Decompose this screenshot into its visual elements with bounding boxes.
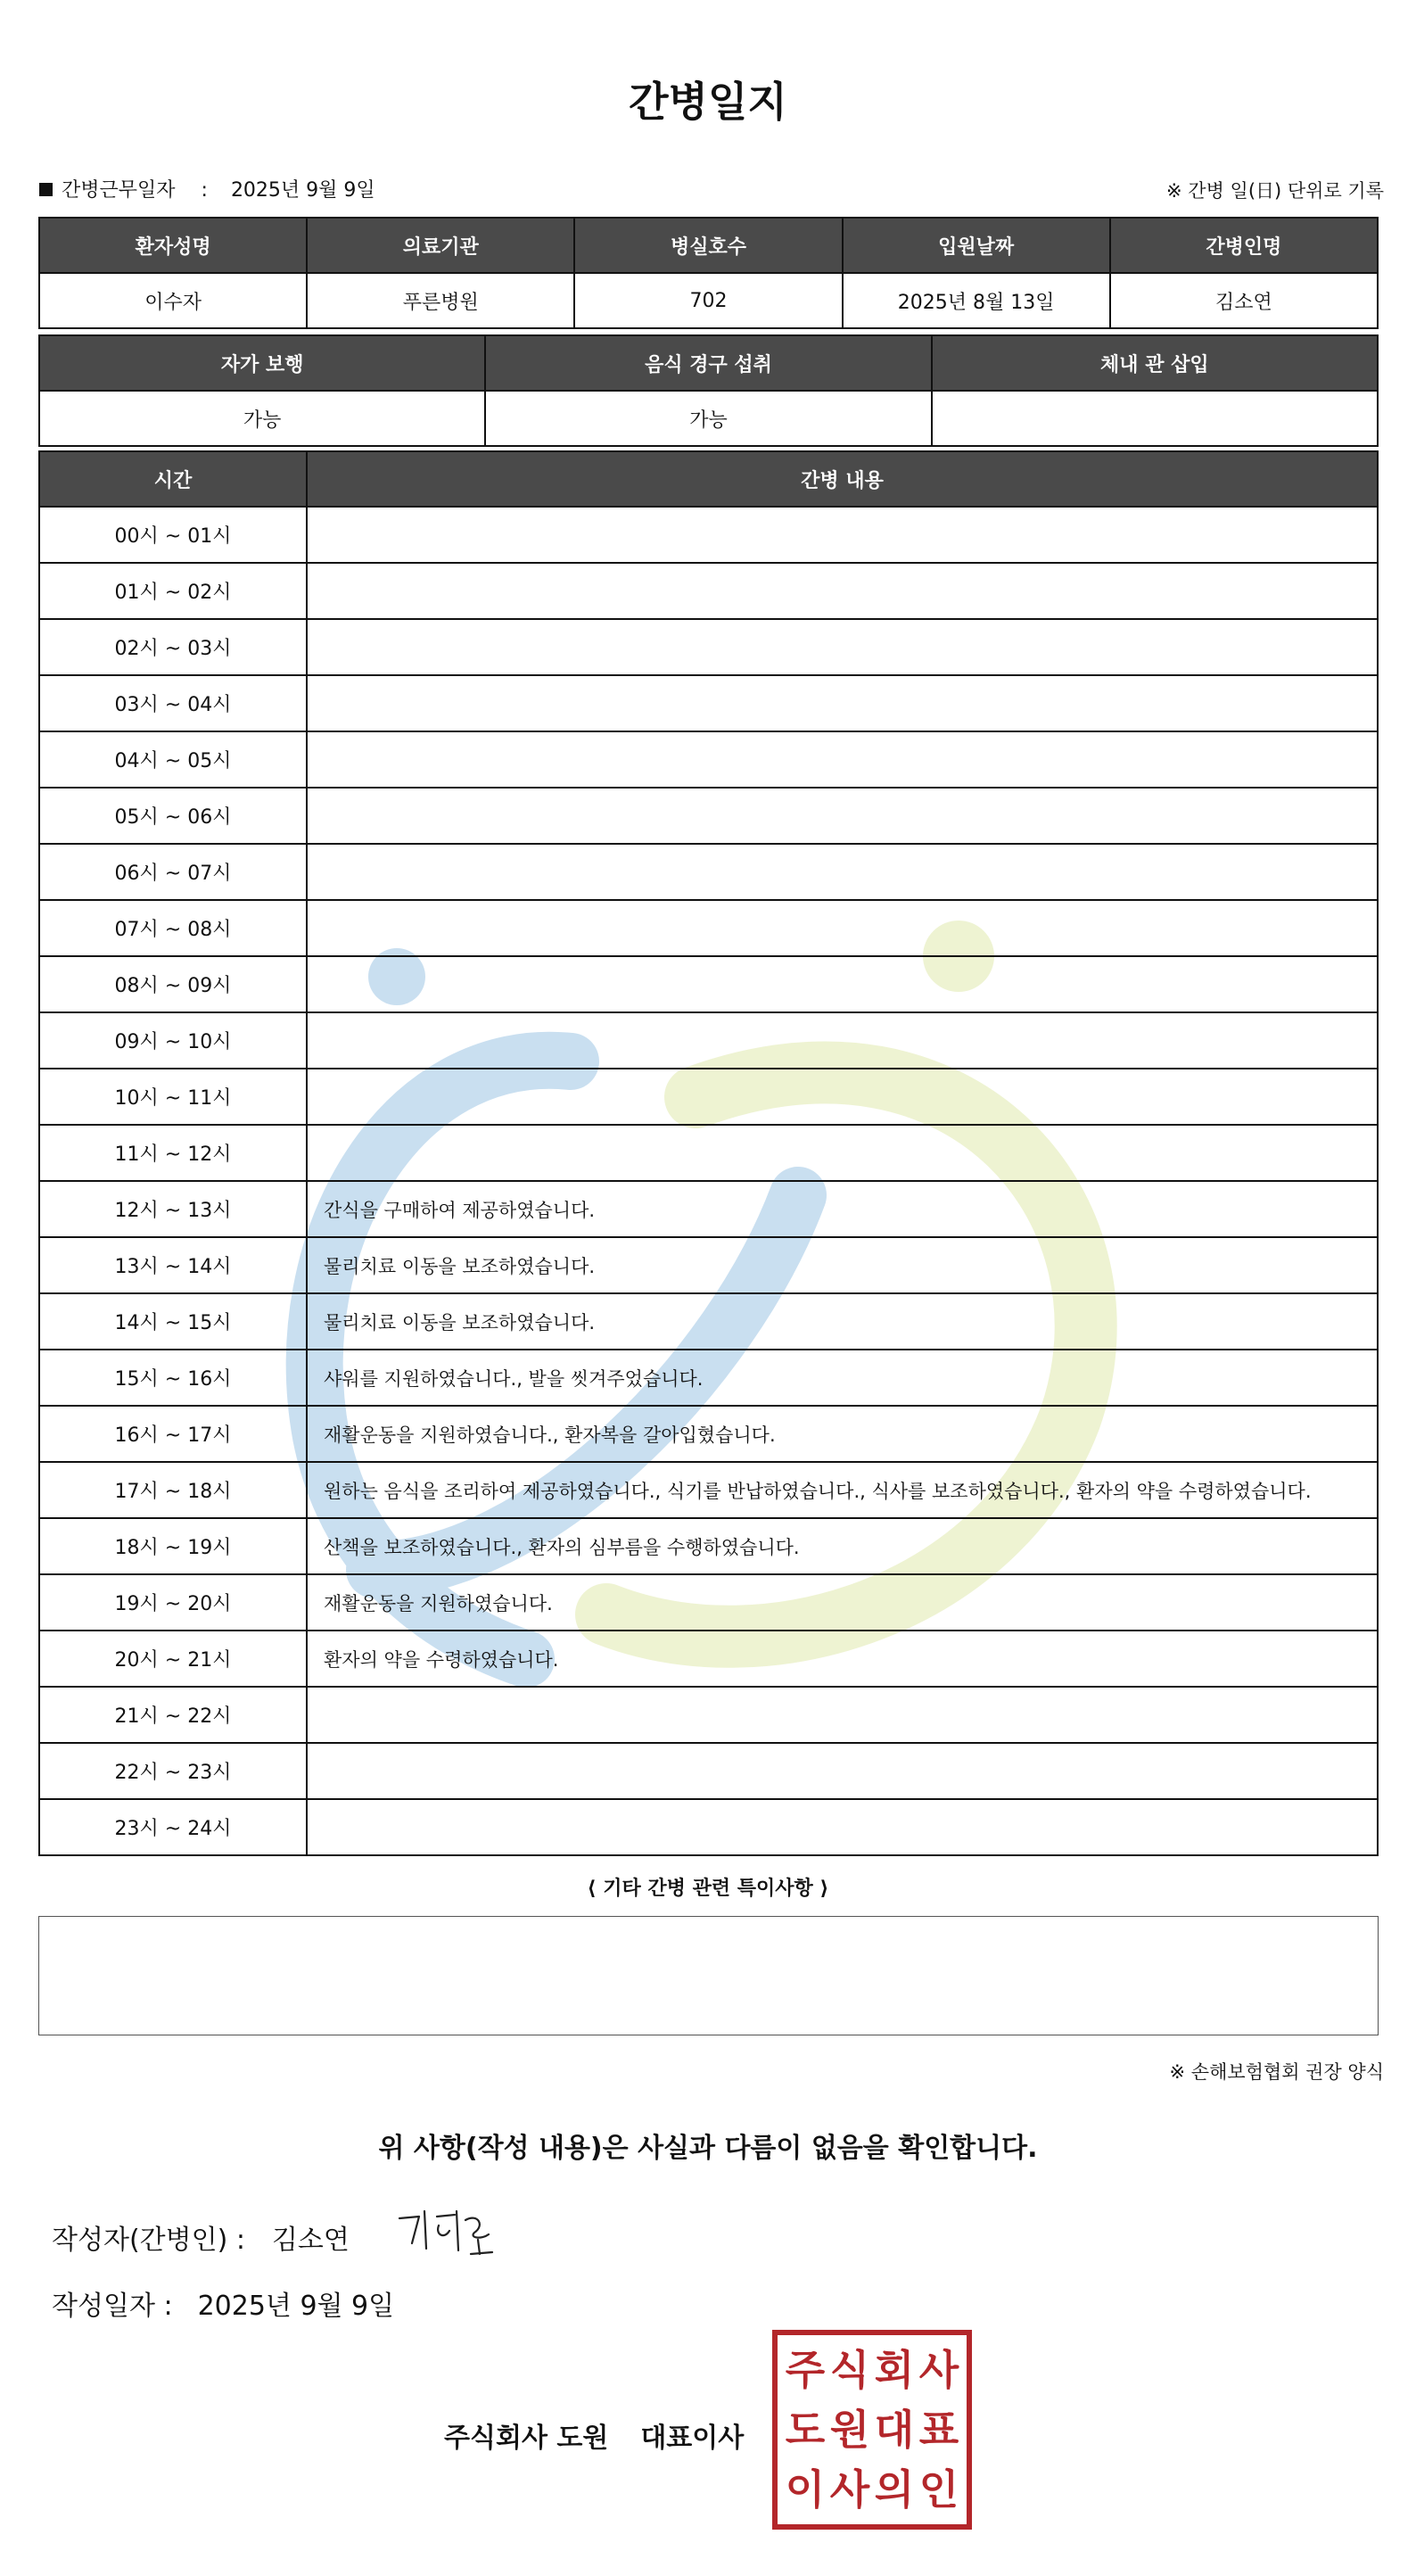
table-row bbox=[39, 675, 1378, 731]
time-cell: 02시 ~ 03시 bbox=[39, 619, 307, 675]
admission-date-cell: 2025년 8월 13일 bbox=[843, 273, 1110, 328]
table-row bbox=[39, 900, 1378, 956]
table-row bbox=[39, 1237, 1378, 1293]
table-row bbox=[39, 844, 1378, 900]
care-content-cell bbox=[307, 900, 1378, 956]
care-content-cell bbox=[307, 675, 1378, 731]
time-cell: 03시 ~ 04시 bbox=[39, 675, 307, 731]
time-cell: 12시 ~ 13시 bbox=[39, 1181, 307, 1237]
table-row bbox=[39, 1181, 1378, 1237]
table-row bbox=[39, 1293, 1378, 1350]
header-cell: 의료기관 bbox=[307, 218, 574, 273]
write-date-label: 작성일자 : bbox=[52, 2291, 173, 2322]
header-cell: 음식 경구 섭취 bbox=[485, 335, 931, 391]
table-row bbox=[39, 956, 1378, 1012]
work-date bbox=[39, 175, 375, 202]
time-cell: 11시 ~ 12시 bbox=[39, 1125, 307, 1181]
company-seal bbox=[772, 2330, 972, 2530]
care-content-cell bbox=[307, 731, 1378, 788]
oral-intake-cell: 가능 bbox=[485, 391, 931, 446]
care-log-table bbox=[38, 450, 1379, 1856]
time-cell: 15시 ~ 16시 bbox=[39, 1350, 307, 1406]
table-row bbox=[39, 731, 1378, 788]
seal-character: 사 bbox=[918, 2346, 959, 2395]
table-row bbox=[39, 1406, 1378, 1462]
seal-character: 의 bbox=[874, 2465, 915, 2514]
square-bullet-icon bbox=[39, 183, 53, 196]
room-number-cell: 702 bbox=[574, 273, 842, 328]
time-cell: 21시 ~ 22시 bbox=[39, 1687, 307, 1743]
table-row bbox=[39, 1743, 1378, 1799]
time-cell: 09시 ~ 10시 bbox=[39, 1012, 307, 1069]
table-row bbox=[39, 273, 1378, 328]
patient-info-table bbox=[38, 217, 1379, 329]
time-cell: 10시 ~ 11시 bbox=[39, 1069, 307, 1125]
writer-name: 김소연 bbox=[271, 2225, 350, 2256]
write-date-line bbox=[52, 2283, 394, 2323]
table-row bbox=[39, 507, 1378, 563]
table-row bbox=[39, 1631, 1378, 1687]
work-date-value: 2025년 9월 9일 bbox=[230, 179, 375, 202]
header-cell: 환자성명 bbox=[39, 218, 307, 273]
daily-record-note: ※ 간병 일(日) 단위로 기록 bbox=[1166, 180, 1384, 202]
time-cell: 01시 ~ 02시 bbox=[39, 563, 307, 619]
table-row bbox=[39, 1012, 1378, 1069]
care-content-cell bbox=[307, 1125, 1378, 1181]
time-cell: 22시 ~ 23시 bbox=[39, 1743, 307, 1799]
table-row bbox=[39, 391, 1378, 446]
form-note: ※ 손해보험협회 권장 양식 bbox=[1169, 2061, 1384, 2083]
time-cell: 07시 ~ 08시 bbox=[39, 900, 307, 956]
company-title: 대표이사 bbox=[640, 2423, 745, 2454]
time-cell: 17시 ~ 18시 bbox=[39, 1462, 307, 1518]
company-name: 주식회사 도원 bbox=[444, 2423, 609, 2454]
seal-character: 사 bbox=[829, 2465, 870, 2514]
confirmation-statement: 위 사항(작성 내용)은 사실과 다름이 없음을 확인합니다. bbox=[378, 2133, 1038, 2164]
caregiver-name-cell: 김소연 bbox=[1110, 273, 1378, 328]
content-header: 간병 내용 bbox=[307, 451, 1378, 507]
walking-cell: 가능 bbox=[39, 391, 485, 446]
time-cell: 08시 ~ 09시 bbox=[39, 956, 307, 1012]
remarks-title: ⟨ 기타 간병 관련 특이사항 ⟩ bbox=[587, 1878, 829, 1900]
time-cell: 06시 ~ 07시 bbox=[39, 844, 307, 900]
care-content-cell: 재활운동을 지원하였습니다., 환자복을 갈아입혔습니다. bbox=[307, 1406, 1378, 1462]
table-header-row bbox=[39, 335, 1378, 391]
time-cell: 05시 ~ 06시 bbox=[39, 788, 307, 844]
care-content-cell bbox=[307, 1799, 1378, 1855]
table-row bbox=[39, 788, 1378, 844]
company-signoff bbox=[444, 2415, 744, 2455]
care-content-cell bbox=[307, 844, 1378, 900]
care-content-cell bbox=[307, 619, 1378, 675]
care-content-cell: 물리치료 이동을 보조하였습니다. bbox=[307, 1237, 1378, 1293]
table-header-row bbox=[39, 451, 1378, 507]
care-content-cell bbox=[307, 788, 1378, 844]
care-content-cell bbox=[307, 563, 1378, 619]
care-content-cell: 원하는 음식을 조리하여 제공하였습니다., 식기를 반납하였습니다., 식사를 보조하였습니다., 환자의 약을 수령하였습니다. bbox=[307, 1462, 1378, 1518]
time-cell: 19시 ~ 20시 bbox=[39, 1574, 307, 1631]
header-cell: 간병인명 bbox=[1110, 218, 1378, 273]
table-row bbox=[39, 1125, 1378, 1181]
care-content-cell bbox=[307, 1069, 1378, 1125]
care-content-cell bbox=[307, 1743, 1378, 1799]
time-cell: 20시 ~ 21시 bbox=[39, 1631, 307, 1687]
write-date-value: 2025년 9월 9일 bbox=[197, 2291, 395, 2322]
seal-character: 회 bbox=[874, 2346, 915, 2395]
care-content-cell: 물리치료 이동을 보조하였습니다. bbox=[307, 1293, 1378, 1350]
time-cell: 23시 ~ 24시 bbox=[39, 1799, 307, 1855]
care-content-cell: 간식을 구매하여 제공하였습니다. bbox=[307, 1181, 1378, 1237]
care-content-cell: 환자의 약을 수령하였습니다. bbox=[307, 1631, 1378, 1687]
header-cell: 입원날짜 bbox=[843, 218, 1110, 273]
table-row bbox=[39, 563, 1378, 619]
time-cell: 13시 ~ 14시 bbox=[39, 1237, 307, 1293]
care-content-cell: 샤워를 지원하였습니다., 발을 씻겨주었습니다. bbox=[307, 1350, 1378, 1406]
seal-character: 이 bbox=[785, 2465, 826, 2514]
seal-character: 주 bbox=[785, 2346, 826, 2395]
seal-character: 식 bbox=[829, 2346, 870, 2395]
care-content-cell: 재활운동을 지원하였습니다. bbox=[307, 1574, 1378, 1631]
seal-character: 표 bbox=[918, 2405, 959, 2454]
signature-image bbox=[392, 2199, 544, 2261]
care-content-cell bbox=[307, 1687, 1378, 1743]
work-date-separator: : bbox=[201, 179, 208, 202]
time-cell: 18시 ~ 19시 bbox=[39, 1518, 307, 1574]
table-row bbox=[39, 1350, 1378, 1406]
care-content-cell: 산책을 보조하였습니다., 환자의 심부름을 수행하였습니다. bbox=[307, 1518, 1378, 1574]
time-cell: 16시 ~ 17시 bbox=[39, 1406, 307, 1462]
table-row bbox=[39, 619, 1378, 675]
care-content-cell bbox=[307, 956, 1378, 1012]
writer-line bbox=[52, 2217, 350, 2257]
care-content-cell bbox=[307, 507, 1378, 563]
writer-label: 작성자(간병인) : bbox=[52, 2225, 245, 2256]
seal-character: 원 bbox=[829, 2405, 870, 2454]
care-log-body bbox=[39, 507, 1378, 1855]
hospital-cell: 푸른병원 bbox=[307, 273, 574, 328]
table-header-row bbox=[39, 218, 1378, 273]
table-row bbox=[39, 1687, 1378, 1743]
header-cell: 자가 보행 bbox=[39, 335, 485, 391]
seal-character: 도 bbox=[785, 2405, 826, 2454]
time-cell: 14시 ~ 15시 bbox=[39, 1293, 307, 1350]
header-cell: 체내 관 삽입 bbox=[932, 335, 1378, 391]
table-row bbox=[39, 1799, 1378, 1855]
remarks-box bbox=[38, 1916, 1379, 2035]
tube-insertion-cell bbox=[932, 391, 1378, 446]
table-row bbox=[39, 1069, 1378, 1125]
time-cell: 04시 ~ 05시 bbox=[39, 731, 307, 788]
patient-status-table bbox=[38, 334, 1379, 447]
work-date-label: 간병근무일자 bbox=[62, 179, 176, 202]
time-header: 시간 bbox=[39, 451, 307, 507]
seal-character: 인 bbox=[918, 2465, 959, 2514]
seal-character: 대 bbox=[874, 2405, 915, 2454]
page-title: 간병일지 bbox=[629, 78, 787, 126]
table-row bbox=[39, 1518, 1378, 1574]
header-cell: 병실호수 bbox=[574, 218, 842, 273]
time-cell: 00시 ~ 01시 bbox=[39, 507, 307, 563]
patient-name-cell: 이수자 bbox=[39, 273, 307, 328]
table-row bbox=[39, 1574, 1378, 1631]
care-content-cell bbox=[307, 1012, 1378, 1069]
table-row bbox=[39, 1462, 1378, 1518]
seal-characters bbox=[783, 2341, 961, 2519]
